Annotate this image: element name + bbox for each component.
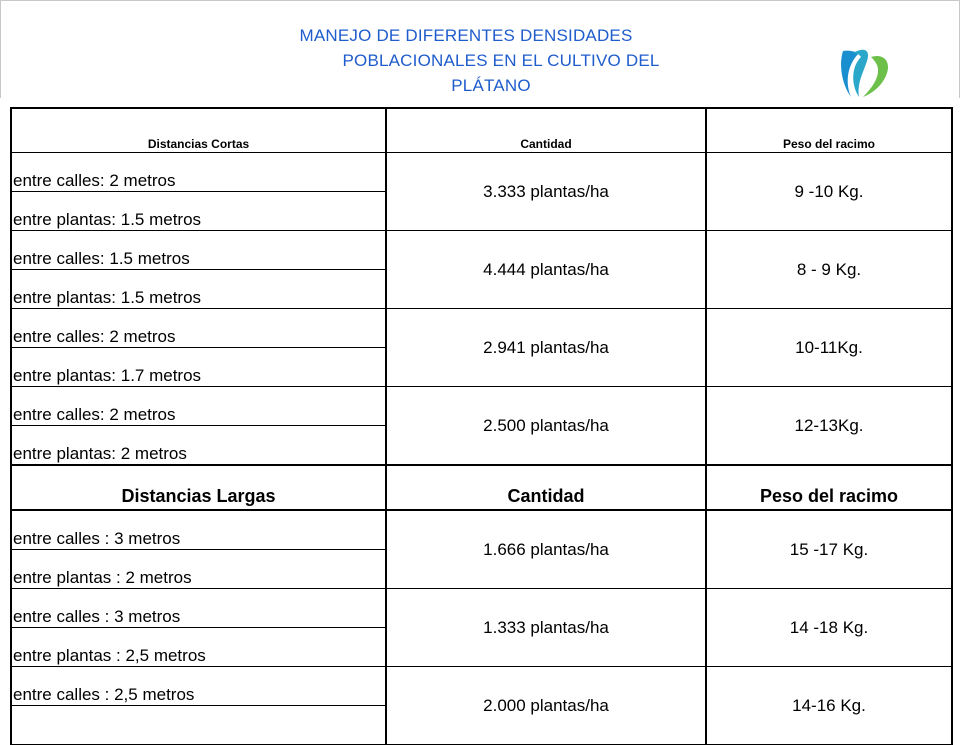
table-row [11, 231, 952, 270]
long-header-row [11, 465, 952, 510]
cantidad-cell: 1.666 plantas/ha [386, 510, 706, 589]
row-entre-plantas: entre plantas: 2 metros [11, 426, 386, 466]
row-entre-calles: entre calles : 2,5 metros [11, 667, 386, 706]
slide-header [0, 0, 960, 98]
peso-cell: 8 - 9 Kg. [706, 231, 952, 309]
row-entre-plantas: entre plantas: 1.7 metros [11, 348, 386, 387]
header-peso-racimo: Peso del racimo [706, 108, 952, 153]
peso-cell: 9 -10 Kg. [706, 153, 952, 231]
header-cantidad: Cantidad [386, 465, 706, 510]
row-entre-plantas: entre plantas : 2 metros [11, 550, 386, 589]
peso-cell: 14 -18 Kg. [706, 589, 952, 667]
row-entre-plantas: entre plantas: 1.5 metros [11, 192, 386, 231]
peso-cell: 10-11Kg. [706, 309, 952, 387]
table-row [11, 667, 952, 706]
title-line-1: MANEJO DE DIFERENTES DENSIDADES [299, 26, 633, 45]
header-cantidad: Cantidad [386, 108, 706, 153]
title-line-2: POBLACIONALES EN EL CULTIVO DEL [342, 51, 660, 70]
table-row [11, 153, 952, 192]
table-row [11, 510, 952, 550]
cantidad-cell: 4.444 plantas/ha [386, 231, 706, 309]
row-entre-plantas: entre plantas : 2,5 metros [11, 628, 386, 667]
row-entre-calles: entre calles: 2 metros [11, 387, 386, 426]
density-table [10, 107, 951, 745]
row-entre-calles: entre calles: 2 metros [11, 153, 386, 192]
row-entre-calles: entre calles: 1.5 metros [11, 231, 386, 270]
peso-cell: 14-16 Kg. [706, 667, 952, 745]
table-row [11, 309, 952, 348]
short-header-row [11, 108, 952, 153]
cantidad-cell: 2.000 plantas/ha [386, 667, 706, 745]
page-title [261, 23, 761, 98]
row-entre-plantas [11, 706, 386, 745]
cantidad-cell: 3.333 plantas/ha [386, 153, 706, 231]
cantidad-cell: 2.500 plantas/ha [386, 387, 706, 466]
cantidad-cell: 1.333 plantas/ha [386, 589, 706, 667]
header-distancias-largas: Distancias Largas [11, 465, 386, 510]
row-entre-plantas: entre plantas: 1.5 metros [11, 270, 386, 309]
table-row [11, 387, 952, 426]
table-row [11, 589, 952, 628]
logo-icon [837, 43, 891, 99]
peso-cell: 12-13Kg. [706, 387, 952, 466]
header-peso-racimo: Peso del racimo [706, 465, 952, 510]
cantidad-cell: 2.941 plantas/ha [386, 309, 706, 387]
header-distancias-cortas: Distancias Cortas [11, 108, 386, 153]
title-line-3: PLÁTANO [451, 76, 531, 95]
peso-cell: 15 -17 Kg. [706, 510, 952, 589]
row-entre-calles: entre calles : 3 metros [11, 510, 386, 550]
row-entre-calles: entre calles : 3 metros [11, 589, 386, 628]
row-entre-calles: entre calles: 2 metros [11, 309, 386, 348]
